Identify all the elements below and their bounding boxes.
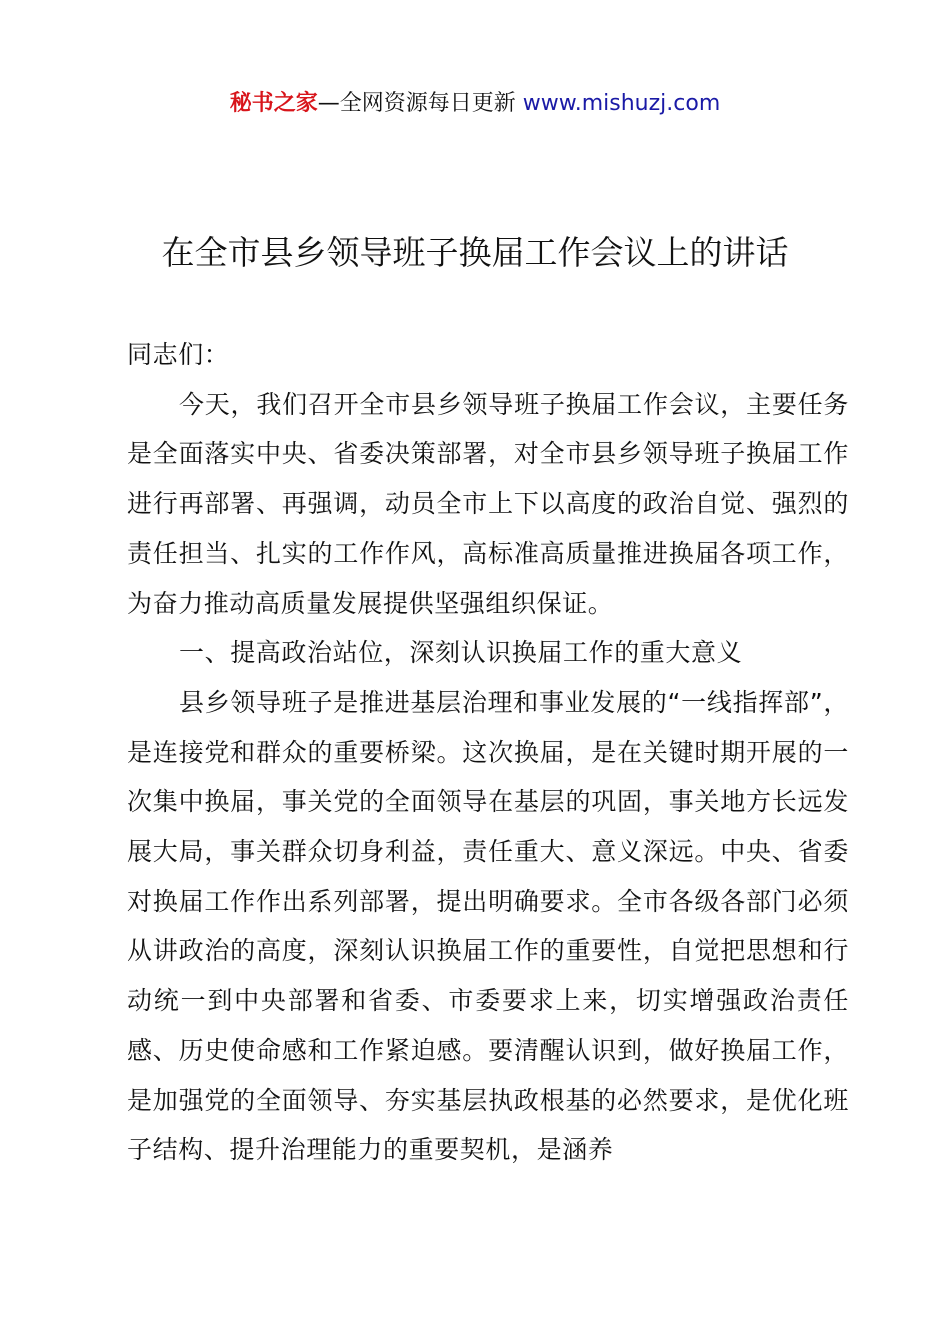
- paragraph-section-1: 县乡领导班子是推进基层治理和事业发展的“一线指挥部”，是连接党和群众的重要桥梁。这次换届，是在关键时期开展的一次集中换届，事关党的全面领导在基层的巩固，事关地方长远发展大局，事关群众切身利益，责任重大、意义深远。中央、省委对换届工作作出系列部署，提出明确要求。全市各级各部门必须从讲政治的高度，深刻认识换届工作的重要性，自觉把思想和行动统一到中央部署和省委、市委要求上来，切实增强政治责任感、历史使命感和工作紧迫感。要清醒认识到，做好换届工作，是加强党的全面领导、夯实基层执政根基的必然要求，是优化班子结构、提升治理能力的重要契机，是涵养: [127, 687, 849, 1165]
- document-body: [127, 330, 849, 1175]
- section-heading-1: 一、提高政治站位，深刻认识换届工作的重大意义: [179, 638, 743, 668]
- site-url-link[interactable]: www.mishuzj.com: [522, 91, 721, 116]
- site-tagline: —全网资源每日更新: [317, 91, 523, 116]
- document-title: 在全市县乡领导班子换届工作会议上的讲话: [161, 233, 789, 272]
- site-header: [0, 88, 950, 120]
- site-brand: 秘书之家: [229, 91, 318, 116]
- paragraph-intro: 今天，我们召开全市县乡领导班子换届工作会议，主要任务是全面落实中央、省委决策部署，对全市县乡领导班子换届工作进行再部署、再强调，动员全市上下以高度的政治自觉、强烈的责任担当、扎实的工作作风，高标准高质量推进换届各项工作，为奋力推动高质量发展提供坚强组织保证。: [127, 389, 849, 618]
- salutation: 同志们：: [127, 340, 230, 369]
